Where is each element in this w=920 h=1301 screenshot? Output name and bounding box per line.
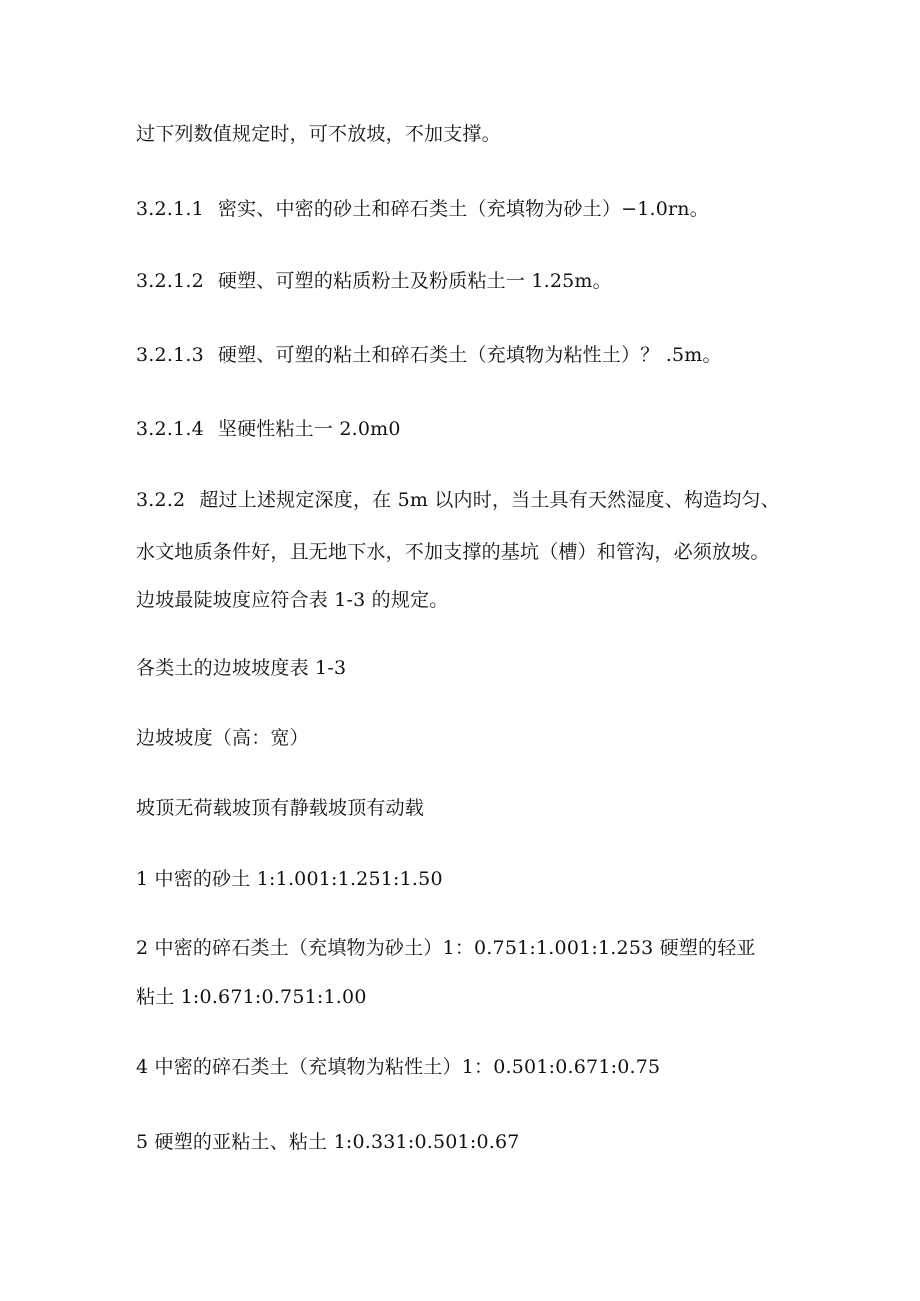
table-title: 各类土的边坡坡度表 1-3 — [136, 657, 347, 679]
intro-paragraph: 过下列数值规定时，可不放坡，不加支撑。 — [136, 123, 501, 145]
item-text: 坚硬性粘土一 2.0m0 — [217, 418, 401, 440]
item-3-2-1-1 — [136, 197, 709, 221]
item-3-2-1-3 — [136, 343, 722, 367]
item-number: 3.2.1.4 — [136, 418, 204, 440]
item-3-2-1-2 — [136, 269, 612, 293]
table-subtitle: 边坡坡度（高：宽） — [136, 727, 309, 749]
section-3-2-2-line2: 水文地质条件好，且无地下水，不加支撑的基坑（槽）和管沟，必须放坡。 — [136, 541, 770, 563]
item-number: 3.2.1.1 — [136, 198, 204, 220]
item-text: 硬塑、可塑的粘土和碎石类土（充填物为粘性土）？ .5m。 — [217, 344, 722, 366]
section-text: 超过上述规定深度，在 5m 以内时，当土具有天然湿度、构造均匀、 — [199, 489, 780, 511]
section-number: 3.2.2 — [136, 489, 186, 511]
table-header: 坡顶无荷载坡顶有静载坡顶有动载 — [136, 797, 425, 819]
item-number: 3.2.1.3 — [136, 344, 204, 366]
item-text: 硬塑、可塑的粘质粉土及粉质粘土一 1.25m。 — [217, 270, 612, 292]
table-row: 4 中密的碎石类土（充填物为粘性土）1：0.501:0.671:0.75 — [136, 1056, 661, 1078]
table-row: 1 中密的砂土 1:1.001:1.251:1.50 — [136, 868, 443, 890]
item-3-2-1-4 — [136, 417, 401, 441]
table-row: 粘土 1:0.671:0.751:1.00 — [136, 986, 367, 1008]
section-3-2-2-line1 — [136, 488, 780, 512]
item-number: 3.2.1.2 — [136, 270, 204, 292]
section-3-2-2-line3: 边坡最陡坡度应符合表 1-3 的规定。 — [136, 589, 449, 611]
table-row: 2 中密的碎石类土（充填物为砂土）1：0.751:1.001:1.253 硬塑的轻亚 — [136, 937, 756, 959]
table-row: 5 硬塑的亚粘土、粘土 1:0.331:0.501:0.67 — [136, 1131, 520, 1153]
item-text: 密实、中密的砂土和碎石类土（充填物为砂土）−1.0rn。 — [217, 198, 709, 220]
